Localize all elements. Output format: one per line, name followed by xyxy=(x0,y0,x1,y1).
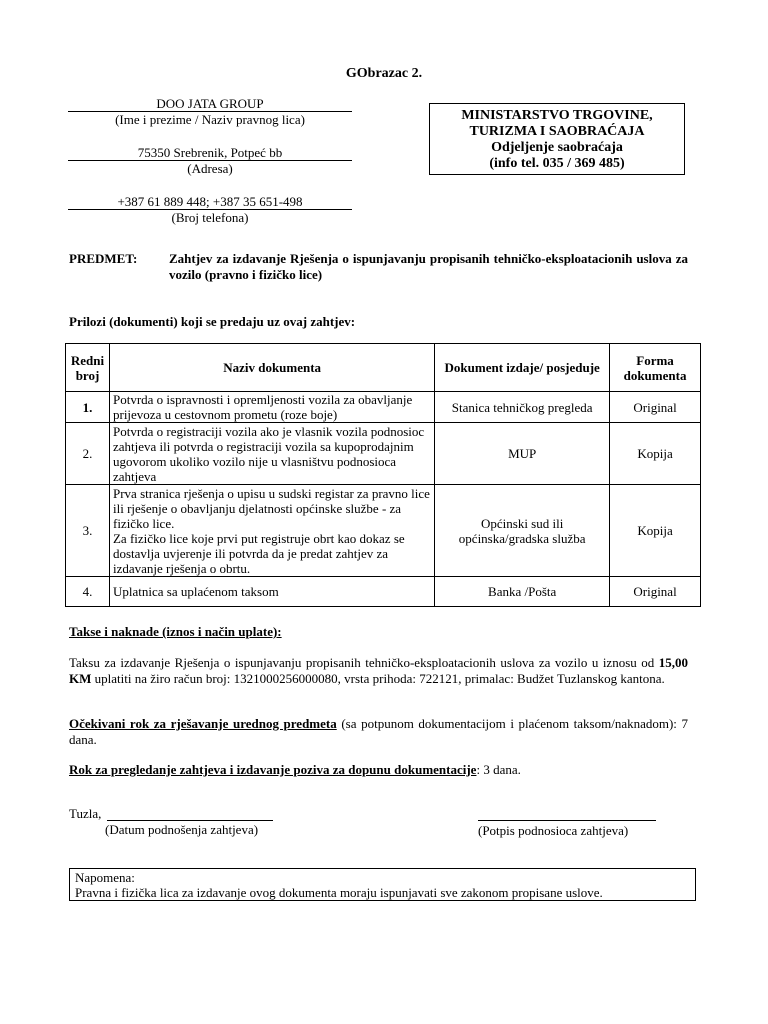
documents-table xyxy=(65,343,701,607)
ministry-line-2: TURIZMA I SAOBRAĆAJA xyxy=(469,124,645,139)
place-label: Tuzla, xyxy=(69,806,102,821)
row-number: 4. xyxy=(66,577,110,607)
row-number: 3. xyxy=(66,485,110,577)
row-number: 2. xyxy=(66,423,110,485)
fees-text-a: Taksu za izdavanje Rješenja o ispunjavanju propisanih tehničko-eksploatacionih uslova za vozilo u iznosu od xyxy=(69,655,659,670)
deadline-text: (sa potpunom dokumentacijom i plaćenom taksom/naknadom): 7 dana. xyxy=(69,716,688,747)
header-no: Redni broj xyxy=(66,344,110,392)
subject-label: PREDMET: xyxy=(69,251,138,266)
sender-name-label: (Ime i prezime / Naziv pravnog lica) xyxy=(115,112,305,127)
note-title: Napomena: xyxy=(75,870,135,885)
ministry-line-3: Odjeljenje saobraćaja xyxy=(491,140,623,155)
ministry-box xyxy=(429,103,685,175)
ministry-line-4: (info tel. 035 / 369 485) xyxy=(489,156,625,171)
header-form: Forma dokumenta xyxy=(610,344,701,392)
note-box xyxy=(69,868,696,901)
table-row xyxy=(66,577,701,607)
row-issuer: Banka /Pošta xyxy=(435,577,610,607)
signature-line xyxy=(478,806,656,821)
row-document-name: Potvrda o ispravnosti i opremljenosti vozila za obavljanje prijevoza u cestovnom prometu (roze boje) xyxy=(109,392,434,423)
table-row xyxy=(66,485,701,577)
fees-heading: Takse i naknade (iznos i način uplate): xyxy=(69,624,282,639)
fees-text-b: uplatiti na žiro račun broj: 1321000256000080, vrsta prihoda: 722121, primalac: Budžet Tuzlanskog kantona. xyxy=(91,671,665,686)
sender-block xyxy=(68,96,352,226)
row-form: Kopija xyxy=(610,423,701,485)
row-document-name: Potvrda o registraciji vozila ako je vlasnik vozila podnosioc zahtjeva ili potvrda o registraciji vozila sa kupoprodajnim ugovorom ukoliko vozilo nije u vlasništvu podnosioca zahtjeva xyxy=(109,423,434,485)
deadline-paragraph xyxy=(69,716,688,748)
subject-text: Zahtjev za izdavanje Rješenja o ispunjavanju propisanih tehničko-eksploatacionih uslova za vozilo (pravno i fizičko lice) xyxy=(169,251,688,282)
date-label: (Datum podnošenja zahtjeva) xyxy=(105,822,259,837)
row-issuer: Stanica tehničkog pregleda xyxy=(435,392,610,423)
sender-address: 75350 Srebrenik, Potpeć bb xyxy=(68,145,352,161)
row-document-name xyxy=(109,485,434,577)
row-issuer: Općinski sud ili općinska/gradska služba xyxy=(435,485,610,577)
table-row xyxy=(66,423,701,485)
row-issuer: MUP xyxy=(435,423,610,485)
date-line xyxy=(107,806,273,821)
review-paragraph xyxy=(69,762,688,778)
sender-address-label: (Adresa) xyxy=(187,161,233,176)
row-form: Original xyxy=(610,392,701,423)
date-signature-block xyxy=(69,806,289,838)
form-title: GObrazac 2. xyxy=(345,66,423,81)
deadline-label: Očekivani rok za rješavanje urednog predmeta xyxy=(69,716,337,731)
review-text: : 3 dana. xyxy=(476,762,521,777)
review-label: Rok za pregledanje zahtjeva i izdavanje poziva za dopunu dokumentacije xyxy=(69,762,477,777)
sender-name: DOO JATA GROUP xyxy=(68,96,352,112)
fees-paragraph xyxy=(69,655,688,687)
applicant-signature-block xyxy=(478,806,658,839)
header-name: Naziv dokumenta xyxy=(109,344,434,392)
row-document-name-part-1: Prva stranica rješenja o upisu u sudski registar za pravno lice ili rješenje o obavljanju djelatnosti općinske službe - za fizičko lice. xyxy=(112,485,430,531)
note-text: Pravna i fizička lica za izdavanje ovog dokumenta moraju ispunjavati sve zakonom propisane uslove. xyxy=(75,885,603,900)
row-number: 1. xyxy=(66,392,110,423)
ministry-line-1: MINISTARSTVO TRGOVINE, xyxy=(461,108,653,123)
row-document-name-part-2: Za fizičko lice koje prvi put registruje obrt kao dokaz se dostavlja uvjerenje ili potvrda da je predat zahtjev za izdavanje rješenja o obrtu. xyxy=(112,530,405,576)
row-form: Kopija xyxy=(610,485,701,577)
header-issuer: Dokument izdaje/ posjeduje xyxy=(435,344,610,392)
attachments-heading: Prilozi (dokumenti) koji se predaju uz ovaj zahtjev: xyxy=(69,314,356,329)
table-header-row xyxy=(66,344,701,392)
table-row xyxy=(66,392,701,423)
signature-label: (Potpis podnosioca zahtjeva) xyxy=(478,823,629,838)
fees-amount: 15,00 KM xyxy=(69,655,688,686)
row-form: Original xyxy=(610,577,701,607)
row-document-name: Uplatnica sa uplaćenom taksom xyxy=(109,577,434,607)
sender-phone-label: (Broj telefona) xyxy=(171,210,249,225)
sender-phone: +387 61 889 448; +387 35 651-498 xyxy=(68,194,352,210)
